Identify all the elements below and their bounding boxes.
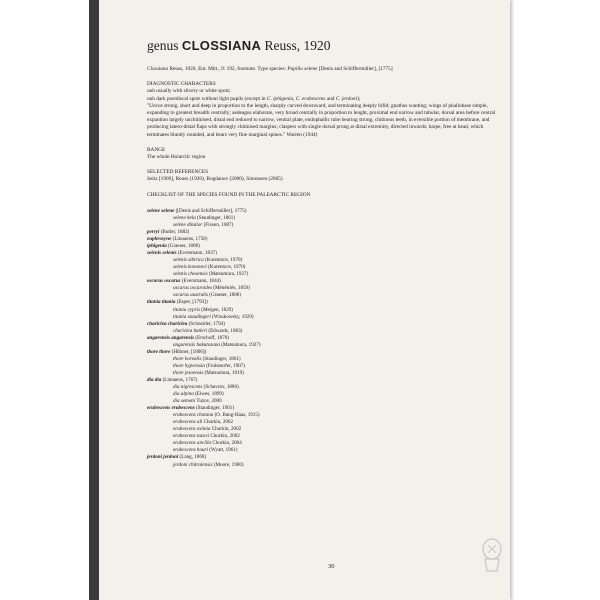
taxon-name: titania cypris xyxy=(173,306,201,313)
taxon-name: jerdoni jerdoni xyxy=(147,454,179,461)
taxon-name: angarensis angarensis xyxy=(147,334,195,341)
subspecies-entry xyxy=(147,462,497,469)
taxon-name: chariclea chariclea xyxy=(147,320,188,327)
taxon-name: oscarus australis xyxy=(173,292,208,299)
page-title xyxy=(147,38,497,54)
species-entry xyxy=(147,208,497,215)
taxon-name: angarensis hakutozana xyxy=(173,341,220,348)
taxon-author: (Linnaeus, 1767) xyxy=(161,376,198,383)
genus-authority: Reuss, 1920 xyxy=(264,38,331,53)
taxon-author: (Kurentzov, 1970) xyxy=(206,264,246,271)
references-heading: SELECTED REFERENCES xyxy=(147,169,209,176)
subspecies-entry xyxy=(147,433,497,440)
taxon-author: (Wyatt, 1961) xyxy=(207,447,238,454)
species-entry xyxy=(147,454,497,461)
book-page xyxy=(99,0,510,600)
citation-text: Reuss, 1920, Ent. Mitt., 9: 192, footnote. Type species: xyxy=(168,66,288,72)
species-entry xyxy=(147,321,497,328)
taxon-name: selene hela xyxy=(173,214,196,221)
taxon-author: (Matsumura, 1927) xyxy=(219,341,261,348)
citation-tail: [Denis and Schiffermüller], [1775] xyxy=(317,66,393,72)
taxon-name: thore thore xyxy=(147,348,171,355)
taxon-author: (Erschoff, 1870) xyxy=(194,334,229,341)
subspecies-entry xyxy=(147,391,497,398)
taxon-author: (Graeser, 1888) xyxy=(166,243,200,250)
taxon-name: thore jezoensis xyxy=(173,369,204,376)
range-heading: RANGE xyxy=(147,146,166,153)
diagnostic-line-2: unh dark postdiscal spots without light pupils (except in C. iphigenia, C. erubescens and C. jerdoni); xyxy=(147,95,361,102)
taxon-name: erubescens eximia xyxy=(173,426,211,433)
subspecies-entry xyxy=(147,215,497,222)
taxon-author: (Staudinger, 1861) xyxy=(195,214,236,221)
taxon-author: (Staudinger, 1861) xyxy=(201,355,241,362)
library-stamp-icon xyxy=(479,535,505,575)
taxon-name: selenis selenis xyxy=(147,250,177,257)
subspecies-entry xyxy=(147,419,497,426)
diagnostic-heading: DIAGNOSTIC CHARACTERS xyxy=(147,81,216,88)
genus-word: genus xyxy=(147,38,179,53)
taxon-author: (Hübner, [1806]) xyxy=(170,348,207,355)
taxon-name: chariclea butleri xyxy=(173,327,208,334)
taxon-name: oscarus oscaroides xyxy=(173,285,213,292)
taxon-name: euphrosyne xyxy=(147,236,172,243)
subspecies-entry xyxy=(147,384,497,391)
taxon-name: selenis chosensis xyxy=(173,271,208,278)
diagnostic-quote: "Uncus strong, short and deep in proportion to the length, sharply curved downward, and terminating deeply bifid; gnathus wanting; wings of phallobase simple, expanding to greatest breadth centrally; aedeagus elaborate, very broad centrally in proportion to lenght, proximal end narrow and tubular, dorsal area before central expantion largely unchitinised, distal end reduced to narrow, ventral plate, endophallic tube bearing strong, chitinous teeth, in eversible portion of membrane, and producing latero-distal flaps with strongly chitinised margins; claspers with single dorsal prong at distal extremity, directed inwards; harpe, free at head, which terminates bluntly rounded, and bears very fine marginal spines." Warren (1944) xyxy=(147,102,496,138)
species-entry xyxy=(147,377,497,384)
taxon-author: (Linnaeus, 1758) xyxy=(171,236,208,243)
taxon-author: (Matsumura, 1919) xyxy=(203,369,244,376)
taxon-author: (Lang, 1868) xyxy=(178,454,207,461)
range-text: The whole Holarctic region xyxy=(147,154,206,161)
taxon-author: Tuzov, 2000 xyxy=(195,398,222,405)
taxon-author: (Eversmann, 1844) xyxy=(180,278,221,285)
taxon-author: (Schavrov, 1886) xyxy=(202,384,239,391)
taxon-author: (Esper, [1793]) xyxy=(175,299,208,306)
taxon-author: ([Denis and Schiffermüller], 1775) xyxy=(174,207,247,214)
citation-name: Clossiana xyxy=(147,66,169,72)
taxon-name: selene selene xyxy=(147,207,175,214)
subspecies-entry xyxy=(147,426,497,433)
book-spine xyxy=(89,0,99,600)
subspecies-entry xyxy=(147,222,497,229)
taxon-name: thore borealis xyxy=(173,355,202,362)
citation xyxy=(147,66,497,73)
taxon-name: perryi xyxy=(147,228,160,235)
taxon-name: erubescens ancilla xyxy=(173,440,212,447)
type-species: Papilio selene xyxy=(287,66,318,72)
subspecies-entry xyxy=(147,356,497,363)
taxon-name: selenis kononovi xyxy=(173,264,207,271)
taxon-author: (Edwards, 1883) xyxy=(207,327,243,334)
taxon-author: (Kurentzov, 1970) xyxy=(203,257,243,264)
taxon-name: dia dia xyxy=(147,376,162,383)
taxon-author: (Schneider, 1794) xyxy=(187,320,225,327)
taxon-author: (Butler, 1882) xyxy=(159,228,190,235)
taxon-author: (Fixsen, 1887) xyxy=(202,221,234,228)
taxon-name: selene dilutior xyxy=(173,221,203,228)
subspecies-entry xyxy=(147,363,497,370)
taxon-author: (Elwes, 1899) xyxy=(193,391,224,398)
taxon-author: (Staudinger, 1901) xyxy=(194,405,234,412)
references-text: Seitz [1909], Reuss (1920), Bogdanov (2000), Simonsen (2005) xyxy=(147,176,283,183)
taxon-name: thore hyperusia xyxy=(173,362,205,369)
taxon-author: Churkin, 2002 xyxy=(210,426,242,433)
taxon-author: (Wnukowsky, 1929) xyxy=(210,313,254,320)
subspecies-entry xyxy=(147,328,497,335)
taxon-author: (Meigen, 1829) xyxy=(200,306,233,313)
taxon-name: titania titania xyxy=(147,299,176,306)
taxon-name: erubescens chotana xyxy=(173,412,214,419)
species-entry xyxy=(147,335,497,342)
taxon-name: erubescens tuzovi xyxy=(173,433,210,440)
subspecies-entry xyxy=(147,412,497,419)
taxon-author: (Matsumura, 1927) xyxy=(207,271,249,278)
page-number: 30 xyxy=(328,563,335,570)
taxon-author: Churkin, 2004 xyxy=(211,440,242,447)
taxon-name: dia semota xyxy=(173,398,196,405)
taxon-name: oscarus oscarus xyxy=(147,278,181,285)
subspecies-entry xyxy=(147,307,497,314)
taxon-author: (O. Bang-Haas, 1915) xyxy=(213,412,260,419)
taxon-author: (Graeser, 1888) xyxy=(207,292,242,299)
taxon-name: erubescens houri xyxy=(173,447,208,454)
taxon-author: Churkin, 2002 xyxy=(209,433,240,440)
diagnostic-line-1: unh usually with silvery or white spots; xyxy=(147,88,231,95)
taxon-name: dia alpina xyxy=(173,391,194,398)
species-checklist xyxy=(147,208,497,469)
checklist-heading: CHECKLIST OF THE SPECIES FOUND IN THE PALEARCTIC REGION xyxy=(147,191,311,198)
species-entry xyxy=(147,229,497,236)
taxon-author: (Ménétriés, 1859) xyxy=(212,285,250,292)
taxon-name: erubescens erubescens xyxy=(147,405,195,412)
taxon-name: iphigenia xyxy=(147,243,167,250)
taxon-name: erubescens ali xyxy=(173,419,203,426)
taxon-author: (Fruhstorfer, 1907) xyxy=(204,362,246,369)
taxon-name: jerdoni chitralensis xyxy=(173,461,213,468)
subspecies-entry xyxy=(147,370,497,377)
subspecies-entry xyxy=(147,342,497,349)
species-entry xyxy=(147,299,497,306)
taxon-author: (Moore, 1900) xyxy=(212,461,244,468)
taxon-name: selenis sibirica xyxy=(173,257,204,264)
taxon-name: dia nigrescens xyxy=(173,384,203,391)
genus-name: CLOSSIANA xyxy=(181,38,262,53)
subspecies-entry xyxy=(147,314,497,321)
page-content xyxy=(147,38,497,469)
species-entry xyxy=(147,349,497,356)
taxon-author: Churkin, 2002 xyxy=(202,419,234,426)
taxon-author: (Eversmann, 1837) xyxy=(176,250,217,257)
taxon-name: titania staudingeri xyxy=(173,313,211,320)
